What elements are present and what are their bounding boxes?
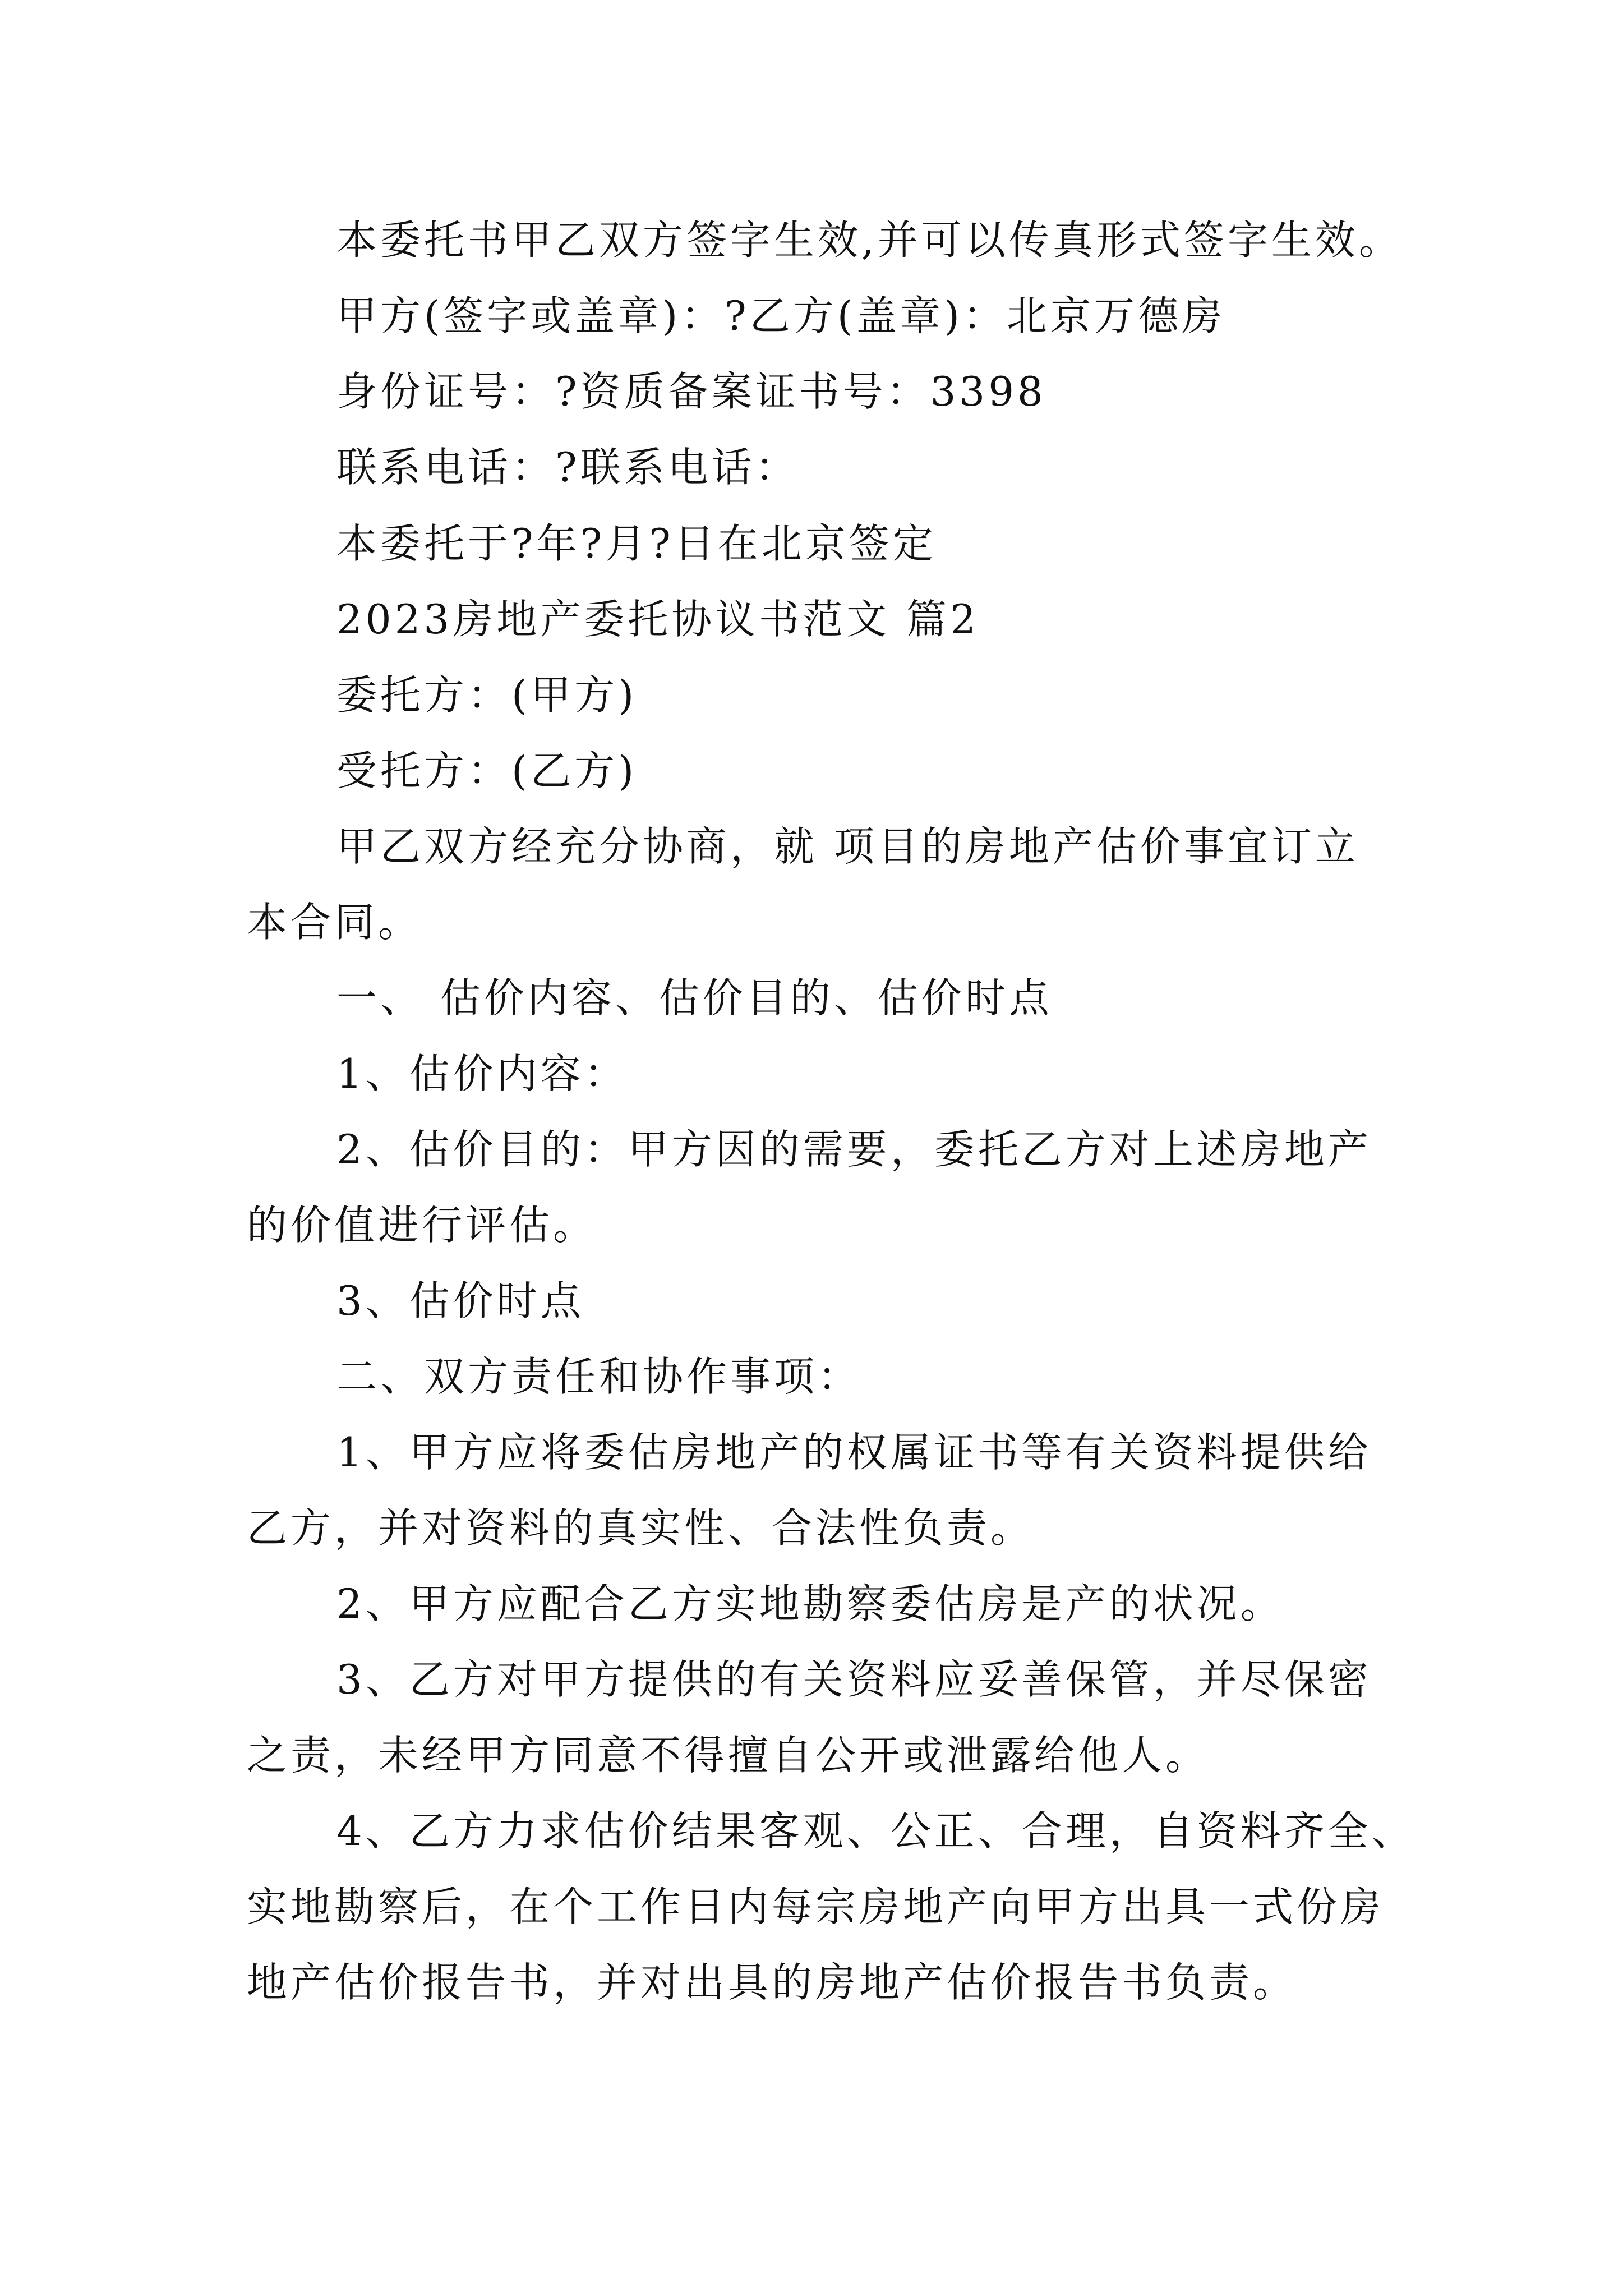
clause-2-1-line2: 乙方，并对资料的真实性、合法性负责。 [247,1504,1035,1552]
clause-2-4-line2: 实地勘察后，在个工作日内每宗房地产向甲方出具一式份房 [247,1883,1385,1930]
clause-heading-2: 二、双方责任和协作事项： [336,1353,862,1400]
clause-2-3-line2: 之责，未经甲方同意不得擅自公开或泄露给他人。 [247,1732,1210,1779]
clause-2-4-line1: 4、乙方力求估价结果客观、公正、合理，自资料齐全、 [336,1807,1415,1855]
clause-2-3-line1: 3、乙方对甲方提供的有关资料应妥善保管，并尽保密 [336,1656,1372,1703]
clause-2-4-line3: 地产估价报告书，并对出具的房地产估价报告书负责。 [247,1959,1297,2006]
paragraph-intro-line2: 本合同。 [247,899,422,946]
entrusted-party-line: 受托方：(乙方) [336,747,638,794]
party-a-signature-line: 甲方(签字或盖章)：?乙方(盖章)：北京万德房 [336,292,1225,339]
contact-phone-line: 联系电话：?联系电话： [336,444,799,491]
section-heading: 2023房地产委托协议书范文 篇2 [336,596,979,643]
clause-heading-1: 一、 估价内容、估价目的、估价时点 [336,974,1053,1022]
clause-2-2: 2、甲方应配合乙方实地勘察委估房是产的状况。 [336,1580,1284,1627]
clause-1-2-line2: 的价值进行评估。 [247,1202,597,1249]
clause-1-3: 3、估价时点 [336,1277,584,1324]
clause-2-1-line1: 1、甲方应将委估房地产的权属证书等有关资料提供给 [336,1429,1372,1476]
entrusting-party-line: 委托方：(甲方) [336,671,638,719]
clause-1-2-line1: 2、估价目的：甲方因的需要，委托乙方对上述房地产 [336,1126,1372,1173]
paragraph-intro-line1: 甲乙双方经充分协商，就 项目的房地产估价事宜订立 [336,823,1359,870]
id-number-line: 身份证号：?资质备案证书号：3398 [336,368,1046,415]
clause-1-1: 1、估价内容： [336,1050,628,1097]
paragraph-signing-effect: 本委托书甲乙双方签字生效,并可以传真形式签字生效。 [336,217,1403,264]
signing-date-line: 本委托于?年?月?日在北京签定 [336,520,937,567]
